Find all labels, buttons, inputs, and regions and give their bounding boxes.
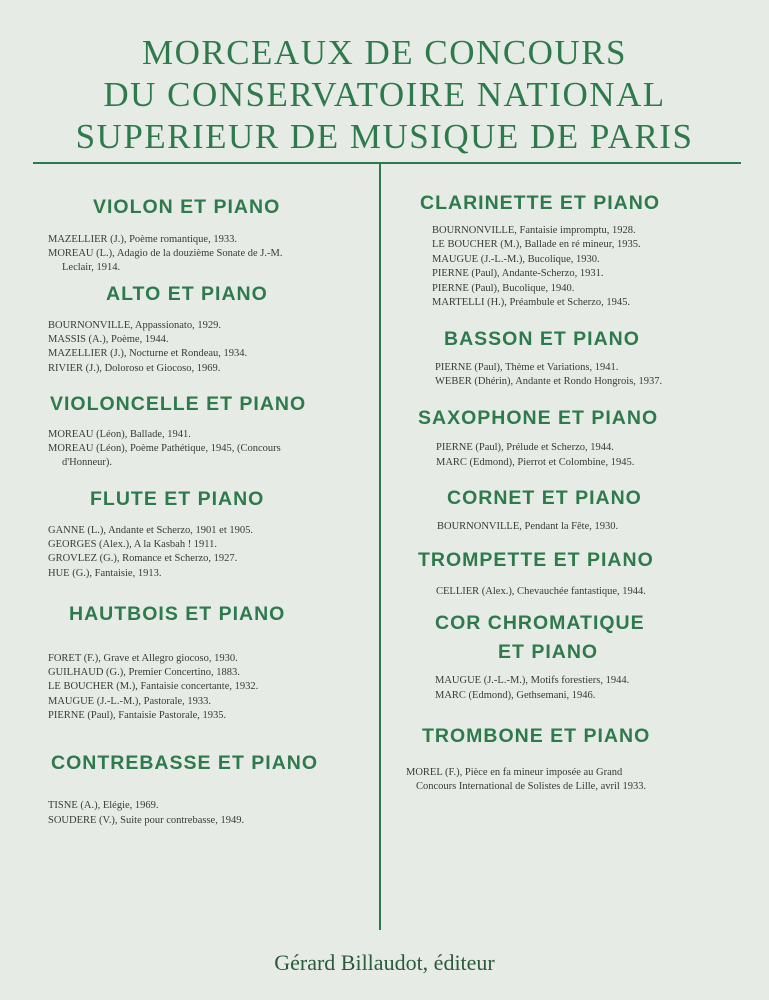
entry-hautbois-3: LE BOUCHER (M.), Fantaisie concertante, 1932.	[48, 681, 259, 692]
entry-alto-2: MASSIS (A.), Poème, 1944.	[48, 334, 169, 345]
entry-cor-1: MAUGUE (J.-L.-M.), Motifs forestiers, 1944.	[435, 675, 630, 686]
heading-alto: ALTO ET PIANO	[106, 283, 268, 305]
entry-violon-3: Leclair, 1914.	[62, 262, 121, 273]
heading-basson: BASSON ET PIANO	[444, 328, 640, 350]
entry-alto-3: MAZELLIER (J.), Nocturne et Rondeau, 1934.	[48, 348, 248, 359]
entry-violon-2: MOREAU (L.), Adagio de la douzième Sonate de J.-M.	[48, 248, 283, 259]
entry-clarinette-1: BOURNONVILLE, Fantaisie impromptu, 1928.	[432, 225, 636, 236]
title-line-1: MORCEAUX DE CONCOURS	[141, 33, 628, 72]
heading-contrebasse: CONTREBASSE ET PIANO	[51, 752, 319, 774]
horizontal-divider	[33, 162, 741, 164]
vertical-divider	[379, 164, 381, 930]
heading-trompette: TROMPETTE ET PIANO	[418, 549, 654, 571]
page-title	[0, 32, 769, 158]
entry-basson-1: PIERNE (Paul), Thème et Variations, 1941.	[435, 362, 619, 373]
entry-cor-2: MARC (Edmond), Gethsemani, 1946.	[435, 690, 596, 701]
entry-basson-2: WEBER (Dhérin), Andante et Rondo Hongrois, 1937.	[435, 376, 663, 387]
publisher-footer: Gérard Billaudot, éditeur	[274, 950, 495, 975]
entry-violoncelle-2: MOREAU (Léon), Poème Pathétique, 1945, (Concours	[48, 443, 281, 454]
heading-cor-line-2: ET PIANO	[498, 641, 599, 663]
entry-flute-3: GROVLEZ (G.), Romance et Scherzo, 1927.	[48, 553, 238, 564]
title-line-3: SUPERIEUR DE MUSIQUE DE PARIS	[75, 117, 694, 156]
heading-cor-line-1: COR CHROMATIQUE	[435, 612, 645, 634]
heading-trombone: TROMBONE ET PIANO	[422, 725, 651, 747]
entry-saxophone-1: PIERNE (Paul), Prélude et Scherzo, 1944.	[436, 442, 614, 453]
title-line-2: DU CONSERVATOIRE NATIONAL	[103, 75, 666, 114]
entry-alto-1: BOURNONVILLE, Appassionato, 1929.	[48, 320, 221, 331]
entry-alto-4: RIVIER (J.), Doloroso et Giocoso, 1969.	[48, 363, 221, 374]
entry-violoncelle-1: MOREAU (Léon), Ballade, 1941.	[48, 429, 191, 440]
entry-clarinette-2: LE BOUCHER (M.), Ballade en ré mineur, 1935.	[432, 239, 641, 250]
entry-saxophone-2: MARC (Edmond), Pierrot et Colombine, 1945.	[436, 457, 635, 468]
entry-hautbois-5: PIERNE (Paul), Fantaisie Pastorale, 1935.	[48, 710, 227, 721]
heading-saxophone: SAXOPHONE ET PIANO	[418, 407, 659, 429]
entry-contrebasse-1: TISNE (A.), Elégie, 1969.	[48, 800, 159, 811]
entry-contrebasse-2: SOUDERE (V.), Suite pour contrebasse, 1949.	[48, 815, 245, 826]
heading-violon: VIOLON ET PIANO	[93, 196, 281, 218]
entry-clarinette-6: MARTELLI (H.), Préambule et Scherzo, 1945.	[432, 297, 630, 308]
entry-violoncelle-3: d'Honneur).	[62, 457, 113, 468]
heading-flute: FLUTE ET PIANO	[90, 488, 265, 510]
heading-clarinette: CLARINETTE ET PIANO	[420, 192, 661, 214]
entry-clarinette-4: PIERNE (Paul), Andante-Scherzo, 1931.	[432, 268, 604, 279]
heading-violoncelle: VIOLONCELLE ET PIANO	[50, 393, 307, 415]
entry-hautbois-2: GUILHAUD (G.), Premier Concertino, 1883.	[48, 667, 240, 678]
entry-flute-4: HUE (G.), Fantaisie, 1913.	[48, 568, 162, 579]
entry-trompette-1: CELLIER (Alex.), Chevauchée fantastique, 1944.	[436, 586, 646, 597]
entry-violon-1: MAZELLIER (J.), Poème romantique, 1933.	[48, 234, 237, 245]
entry-hautbois-1: FORET (F.), Grave et Allegro giocoso, 1930.	[48, 653, 238, 664]
entry-trombone-2: Concours International de Solistes de Lille, avril 1933.	[416, 781, 647, 792]
entry-clarinette-5: PIERNE (Paul), Bucolique, 1940.	[432, 283, 575, 294]
entry-cornet-1: BOURNONVILLE, Pendant la Fête, 1930.	[437, 521, 619, 532]
heading-hautbois: HAUTBOIS ET PIANO	[69, 603, 286, 625]
heading-cornet: CORNET ET PIANO	[447, 487, 642, 509]
entry-trombone-1: MOREL (F.), Pièce en fa mineur imposée au Grand	[406, 767, 623, 778]
entry-hautbois-4: MAUGUE (J.-L.-M.), Pastorale, 1933.	[48, 696, 212, 707]
entry-clarinette-3: MAUGUE (J.-L.-M.), Bucolique, 1930.	[432, 254, 600, 265]
entry-flute-2: GEORGES (Alex.), A la Kasbah ! 1911.	[48, 539, 218, 550]
entry-flute-1: GANNE (L.), Andante et Scherzo, 1901 et 1905.	[48, 525, 253, 536]
